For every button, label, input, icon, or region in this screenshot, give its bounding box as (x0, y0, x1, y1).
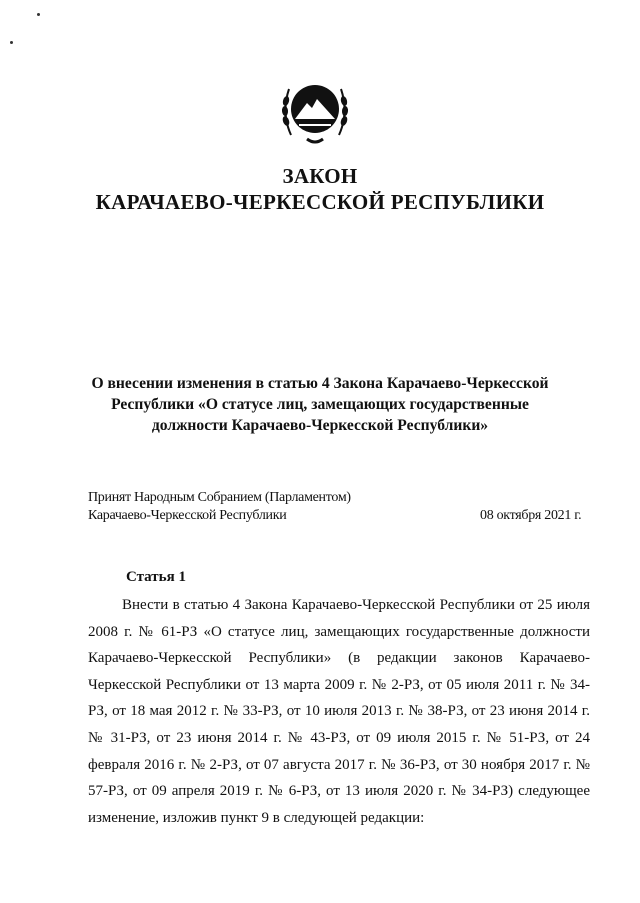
law-title: ЗАКОН (282, 164, 358, 188)
republic-title: КАРАЧАЕВО-ЧЕРКЕССКОЙ РЕСПУБЛИКИ (95, 190, 545, 214)
scan-speck (37, 13, 40, 16)
coat-of-arms-emblem (277, 73, 353, 149)
subject-line: должности Карачаево-Черкесской Республики» (151, 417, 489, 434)
subject-line: О внесении изменения в статью 4 Закона Карачаево-Черкесской (91, 375, 549, 392)
adopted-by-republic: Карачаево-Черкесской Республики (88, 508, 287, 523)
law-subject (60, 373, 580, 436)
adopted-by: Принят Народным Собранием (Парламентом) (88, 490, 351, 505)
article-body: Внести в статью 4 Закона Карачаево-Черкесской Республики от 25 июля 2008 г. № 61-РЗ «О статусе лиц, замещающих государственные должности Карачаево-Черкесской Республики» (в редакции законов Карачаево-Черкесской Республики от 13 марта 2009 г. № 2-РЗ, от 05 июля 2011 г. № 34-РЗ, от 18 мая 2012 г. № 33-РЗ, от 10 июля 2013 г. № 38-РЗ, от 23 июня 2014 г. № 31-РЗ, от 23 июня 2014 г. № 43-РЗ, от 09 июля 2015 г. № 51-РЗ, от 24 февраля 2016 г. № 2-РЗ, от 07 августа 2017 г. № 36-РЗ, от 30 ноября 2017 г. № 57-РЗ, от 09 апреля 2019 г. № 6-РЗ, от 13 июля 2020 г. № 34-РЗ) следующее изменение, изложив пункт 9 в следующей редакции: (88, 597, 590, 826)
adoption-date: 08 октября 2021 г. (480, 508, 582, 523)
subject-line: Республики «О статусе лиц, замещающих государственные (111, 396, 529, 413)
article-heading: Статья 1 (126, 569, 186, 585)
scan-speck (10, 41, 13, 44)
